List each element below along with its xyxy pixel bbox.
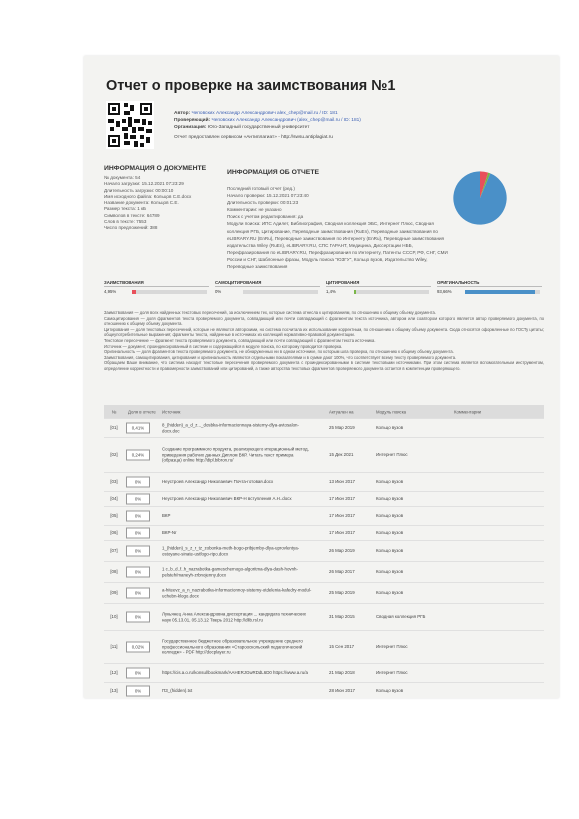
table-row <box>104 603 544 630</box>
row-source-link[interactable]: Лукьянец Анна Александровна диссертация ... кандидата технических наук 05.13.01, 05.13.12 Тверь 2012 http://dlib.rsl.ru <box>162 611 306 622</box>
header-date: Актуален на <box>329 409 354 414</box>
table-row <box>104 506 544 525</box>
row-date: 21 Мар 2018 <box>329 670 355 676</box>
row-share-badge: 0% <box>126 528 150 539</box>
organization-label: Организация: <box>174 125 207 131</box>
document-info-line: Название документа: Кольцов С.Е. <box>104 200 179 206</box>
report-info-line: Длительность проверки: 00:01:23 <box>227 200 299 206</box>
document-info-heading: ИНФОРМАЦИЯ О ДОКУМЕНТЕ <box>104 165 207 172</box>
row-source-link[interactable]: ВКР <box>162 513 171 519</box>
sources-table <box>104 405 544 698</box>
document-info-line: № документа: 54 <box>104 175 141 180</box>
checker-value[interactable]: Чеповских Александр Александрович (alex_chep@mail.ru / ID: 181) <box>211 118 361 124</box>
header-comments: Комментарии <box>454 409 482 414</box>
definition-text: Заимствования — доля всех найденных текстовых пересечений, за исключением тех, которые система отнесла к цитированиям, по отношению к общему объему документа. <box>104 310 436 315</box>
row-source-link[interactable]: https://cis.a.o.ru/konsul/bookmark/AAHERJGwRDdL6D0 https://www.a.ru/a <box>162 670 308 676</box>
borrowings-label: ЗАИМСТВОВАНИЯ <box>104 280 209 287</box>
row-number: [02] <box>110 452 118 458</box>
definition-text: Оригинальность — доля фрагментов текста проверяемого документа, не обнаруженных ни в одном источнике, по которым шла проверка, по отношению к общему объему документа. <box>104 349 454 355</box>
table-row <box>104 630 544 663</box>
document-info-line: Слов в тексте: 7553 <box>104 219 147 225</box>
row-share-badge: 0% <box>126 567 150 578</box>
page-title: Отчет о проверке на заимствования №1 <box>106 78 396 94</box>
originality-summary <box>437 280 542 294</box>
row-source-link[interactable]: 8_(hidden)_a_d_z..._dosbka-informacionnaya-sistemy-dlya-avtosalon-docx.doc <box>162 422 299 433</box>
table-row <box>104 561 544 582</box>
row-module: Кольцо вузов <box>376 496 404 502</box>
row-date: 15 Сен 2017 <box>329 644 355 650</box>
row-module: Кольцо вузов <box>376 425 404 431</box>
row-source-link[interactable]: Неустроев Александр Николаевич ВКР-Н вступления А.Н..docx <box>162 496 292 502</box>
document-info-line: Символов в тексте: 64789 <box>104 212 160 218</box>
row-module: Кольцо вузов <box>376 548 404 554</box>
borrowings-bar <box>132 290 207 294</box>
table-row <box>104 437 544 472</box>
row-number: [03] <box>110 479 118 485</box>
report-info-line: Поиск с учетом редактирования: да <box>227 214 304 220</box>
document-info-line: Размер текста: 1 кБ <box>104 206 147 212</box>
table-row <box>104 472 544 491</box>
row-date: 31 Мар 2015 <box>329 614 355 620</box>
row-module: Кольцо вузов <box>376 590 404 596</box>
citations-label: ЦИТИРОВАНИЯ <box>326 280 431 287</box>
row-number: [06] <box>110 530 118 536</box>
definition-text: Самоцитирования — доля фрагментов текста проверяемого документа, совпадающий или почти совпадающий с фрагментом текста источника, автором или соавтором которого является автор проверяемого документа, по отношению к общему объему документа. <box>104 315 544 327</box>
document-info-line: Имя исходного файла: Кольцов С.Е.docx <box>104 193 192 199</box>
header-source: Источник <box>162 409 181 414</box>
header-num: № <box>111 409 117 414</box>
originality-bar <box>465 290 540 294</box>
row-number: [11] <box>110 644 118 650</box>
header-share: Доля в отчете <box>128 409 156 414</box>
row-date: 26 Мар 2017 <box>329 569 355 575</box>
citations-value: 1,4% <box>326 289 336 294</box>
report-info-line: Комментарии: не указано <box>227 207 282 213</box>
row-number: [05] <box>110 513 118 519</box>
row-share-badge: 0% <box>126 612 150 623</box>
document-info-list <box>104 175 216 232</box>
table-body <box>104 418 544 698</box>
self-citations-bar <box>243 290 318 294</box>
qr-code-icon <box>106 101 154 149</box>
report-info-line: Модули поиска: ИПС Адилет, Библиография, Сводная коллекция ЭБС, Интернет Плюс, Сводная коллекция РГБ, Цитирование, Переводные заимствования (RuEn), Переводные заимствования по eLIBRARY.RU (EnRu), Переводные заимствования по Интернету (EnRu), Переводные заимствования издательства Wiley (RuEn), eLIBRARY.RU, СПС ГАРАНТ, Медицина, Диссертации НББ, Перефразирования по eLIBRARY.RU, Перефразирования по Интернету, Патенты СССР, РФ, СНГ, СМИ России и СНГ, Шаблонные фразы, Модуль поиска "ЮЗГУ", Кольцо вузов, Издательство Wiley, Переводные заимствования <box>227 221 448 270</box>
definitions-block <box>104 310 544 372</box>
row-share-badge: 0% <box>126 668 150 679</box>
report-info-line: Последний готовый отчет (ред.) <box>227 186 295 191</box>
author-label: Автор: <box>174 111 191 116</box>
author-value[interactable]: Чеповских Александр Александрович alex_chep@mail.ru / ID: 181 <box>191 111 338 116</box>
row-number: [08] <box>110 569 118 575</box>
checker-label: Проверяющий: <box>174 118 211 124</box>
row-date: 17 Июн 2017 <box>329 530 355 536</box>
row-module: Кольцо вузов <box>376 688 404 694</box>
report-info-list <box>227 185 449 270</box>
table-row <box>104 418 544 437</box>
report-info-heading: ИНФОРМАЦИЯ ОБ ОТЧЕТЕ <box>227 169 320 176</box>
row-number: [07] <box>110 548 118 554</box>
header-module: Модуль поиска <box>376 409 407 414</box>
row-number: [10] <box>110 614 118 620</box>
row-date: 15 Дек 2021 <box>329 452 354 458</box>
provided-by-text: Отчет предоставлен сервисом «Антиплагиат» - http://swsu.antiplagiat.ru <box>174 134 333 140</box>
definition-text: Цитирования — доля текстовых пересечений, которые не являются авторскими, но система посчитала их использование корректным, по отношению к общему объему документа. Сюда относятся оформленные по ГОСТу цитаты; общеупотребительные выражения; фрагменты текста, найденные в источниках из коллекций нормативно-правовой документации. <box>104 326 544 338</box>
self-citations-summary <box>215 280 320 294</box>
citations-summary <box>326 280 431 294</box>
table-header <box>104 405 544 418</box>
row-module: Кольцо вузов <box>376 513 404 519</box>
row-module: Кольцо вузов <box>376 479 404 485</box>
borrowings-summary <box>104 280 209 294</box>
row-number: [12] <box>110 670 118 676</box>
definition-text: Обращаем Ваше внимание, что система находит текстовые пересечения проверяемого документа с проиндексированными в системе текстовыми источниками. При этом система является вспомогательным инструментом, определение корректности и правомерности заимствований или цитирований, а также авторства текстовых фрагментов проверяемого документа остается в компетенции проверяющего. <box>104 360 544 371</box>
row-date: 25 Мар 2019 <box>329 590 355 596</box>
originality-pie-chart <box>451 169 509 227</box>
row-number: [04] <box>110 496 118 502</box>
row-date: 13 Июн 2017 <box>329 479 355 485</box>
citations-bar <box>354 290 429 294</box>
row-source-link[interactable]: ВКР-Nr <box>162 530 177 536</box>
row-date: 28 Июн 2017 <box>329 688 355 694</box>
table-row <box>104 540 544 561</box>
definition-text: Текстовое пересечение — фрагмент текста проверяемого документа, совпадающий или почти совпадающий с фрагментом текста источника. <box>104 337 376 343</box>
document-info-line: Число предложений: 388 <box>104 225 158 231</box>
report-page <box>84 56 559 698</box>
row-share-badge: 0,24% <box>126 450 150 461</box>
row-share-badge: 0% <box>126 494 150 505</box>
borrowings-bar-fill <box>132 290 136 294</box>
row-share-badge: 0% <box>126 511 150 522</box>
row-source-link[interactable]: Государственное бюджетное образовательное учреждение среднего профессионального образования «Старооскольский педагогический колледж» - PDF http://docplayer.ru <box>162 638 303 655</box>
row-module: Интернет Плюс <box>376 670 408 676</box>
table-row <box>104 682 544 698</box>
row-source-link[interactable]: Неустроев Александр Николаевич Почта-готовая.docx <box>162 479 274 485</box>
organization-value: Юго-Западный государственный университет <box>207 125 310 131</box>
table-row <box>104 582 544 603</box>
self-citations-label: САМОЦИТИРОВАНИЯ <box>215 280 320 287</box>
table-row <box>104 525 544 540</box>
row-module: Кольцо вузов <box>376 530 404 536</box>
originality-label: ОРИГИНАЛЬНОСТЬ <box>437 280 542 287</box>
row-source-link[interactable]: 1_(hidden)_s_z_r_tz_zobonka-meth-bogo-pribjemby-dlya-uprovlentya-ostoyane-sinate-ustfogo-ripo.docx <box>162 545 300 556</box>
row-share-badge: 0% <box>126 588 150 599</box>
summary-bars <box>104 280 544 302</box>
table-row <box>104 663 544 682</box>
row-date: 26 Мар 2019 <box>329 548 355 554</box>
row-number: [01] <box>110 425 118 431</box>
definition-text: Заимствования, самоцитирования, цитирования и оригинальность являются отдельными показателями и в сумме дают 100%, что соответствует всему тексту проверяемого документа. <box>104 354 457 360</box>
row-share-badge: 0% <box>126 686 150 697</box>
row-share-badge: 0% <box>126 477 150 488</box>
row-date: 17 Июн 2017 <box>329 513 355 519</box>
row-source-link[interactable]: a-hiteevz_a_n_nazrabotka-informacionnoy-sistemy-otdelenia-kafedry-modul-uchebn-klogo.docx <box>162 587 312 598</box>
citations-bar-fill <box>354 290 356 294</box>
originality-bar-fill <box>465 290 535 294</box>
row-module: Сводная коллекция РГБ <box>376 614 426 620</box>
document-info-line: Длительность загрузки: 00:00:10 <box>104 187 174 193</box>
row-share-badge: 0,02% <box>126 642 150 653</box>
row-module: Интернет Плюс <box>376 644 408 650</box>
row-source-link[interactable]: Создание программного продукта, реализующего итерационный метод, приведения рабочих данных Диплом ВКР. Читать текст примера (образца) online http://dipl.bibron.ru/ <box>162 446 309 463</box>
row-date: 25 Мар 2019 <box>329 425 355 431</box>
row-share-badge: 0,41% <box>126 423 150 434</box>
table-row <box>104 491 544 506</box>
self-citations-value: 0% <box>215 289 222 294</box>
row-source-link[interactable]: ПЗ_(hidden).txt <box>162 688 193 694</box>
row-module: Кольцо вузов <box>376 569 404 575</box>
definition-text: Источник — документ, проиндексированный в системе и содержащийся в модуле поиска, по которому проводится проверка. <box>104 343 343 349</box>
document-info-line: Начало загрузки: 15.12.2021 07:23:29 <box>104 181 184 187</box>
row-number: [09] <box>110 590 118 596</box>
borrowings-value: 4,95% <box>104 289 117 294</box>
row-date: 17 Июн 2017 <box>329 496 355 502</box>
pie-slice-originality <box>453 171 506 224</box>
row-number: [13] <box>110 688 118 694</box>
row-source-link[interactable]: 1 c..b..d..f..h_nazrabotka-gameschemogo-algoritma-dlya-dash-hovnh-pelsteh/maneyh-zrbnojenny.docx <box>162 566 298 577</box>
report-metadata <box>174 110 549 141</box>
row-share-badge: 0% <box>126 546 150 557</box>
originality-value: 93,66% <box>437 289 452 294</box>
report-info-line: Начало проверки: 15.12.2021 07:23:40 <box>227 193 309 199</box>
row-module: Интернет Плюс <box>376 452 408 458</box>
